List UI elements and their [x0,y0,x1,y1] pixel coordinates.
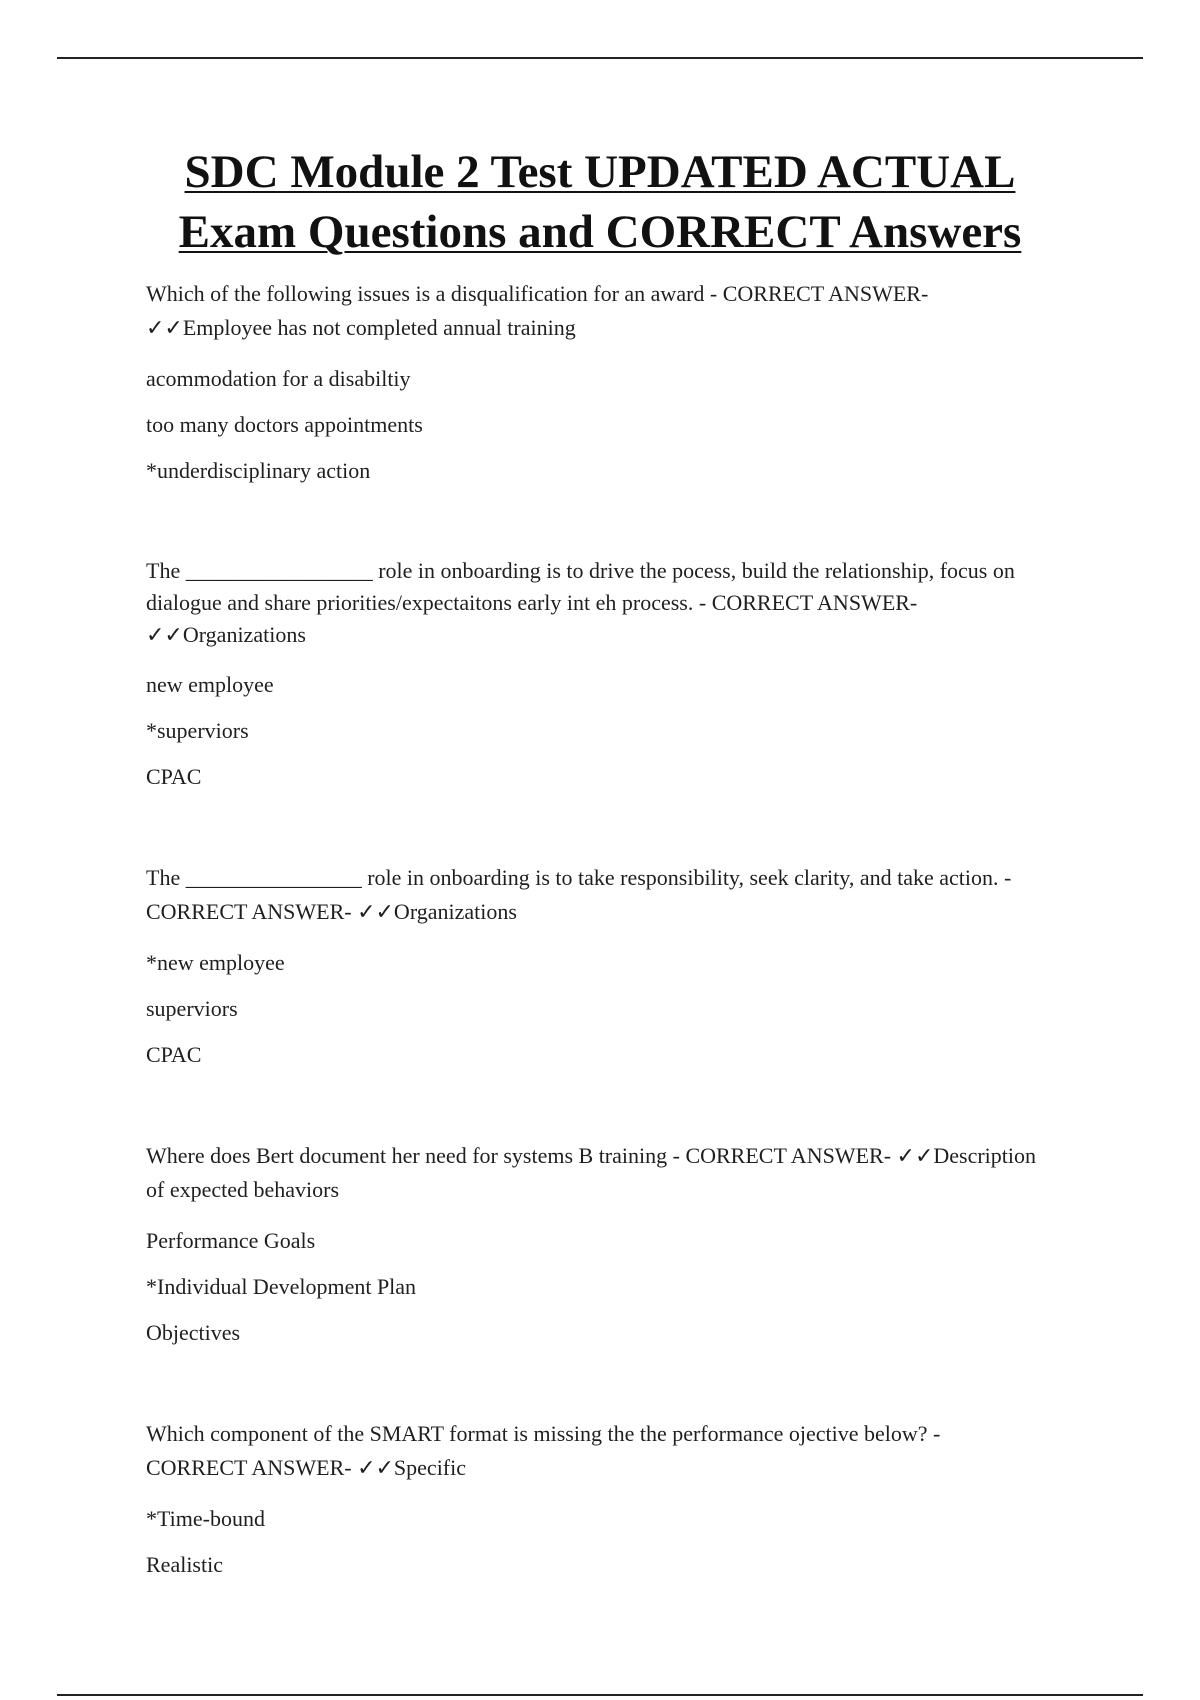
answer-option: *superviors [146,718,249,743]
question-block-4 [146,1139,1046,1350]
answer-option: CPAC [146,764,202,789]
question-text: Which of the following issues is a disqualification for an award - CORRECT ANSWER- ✓✓Employee has not completed annual training [146,281,929,340]
question-list [146,277,1046,1594]
question-block-1 [146,277,1046,488]
answer-option: too many doctors appointments [146,412,423,437]
answer-option: CPAC [146,1042,202,1067]
answer-option: *Individual Development Plan [146,1274,417,1299]
question-block-2 [146,555,1046,794]
question-text: Where does Bert document her need for systems B training - CORRECT ANSWER- ✓✓Description of expected behaviors [146,1143,1037,1202]
answer-option: *new employee [146,950,285,975]
footer-rule [57,1694,1143,1696]
answer-option: Performance Goals [146,1228,316,1253]
question-block-5 [146,1417,1046,1582]
title-line-1: SDC Module 2 Test UPDATED ACTUAL [184,146,1016,198]
header-rule [57,57,1143,59]
answer-option: Objectives [146,1320,241,1345]
answer-option: acommodation for a disabiltiy [146,366,411,391]
answer-option: Realistic [146,1552,223,1577]
answer-option: *Time-bound [146,1506,265,1531]
answer-option: *underdisciplinary action [146,458,371,483]
answer-option: superviors [146,996,238,1021]
question-block-3 [146,861,1046,1072]
document-title [0,142,1200,262]
question-text: Which component of the SMART format is missing the the performance ojective below? - CORRECT ANSWER- ✓✓Specific [146,1421,941,1480]
title-line-2: Exam Questions and CORRECT Answers [178,206,1022,258]
answer-option: new employee [146,672,274,697]
question-text: The ________________ role in onboarding is to take responsibility, seek clarity, and take action. - CORRECT ANSWER- ✓✓Organizations [146,865,1012,924]
question-text: The _________________ role in onboarding is to drive the pocess, build the relationship, focus on dialogue and share priorities/expectaitons early int eh process. - CORRECT ANSWER- ✓✓Organizations [146,558,1015,647]
